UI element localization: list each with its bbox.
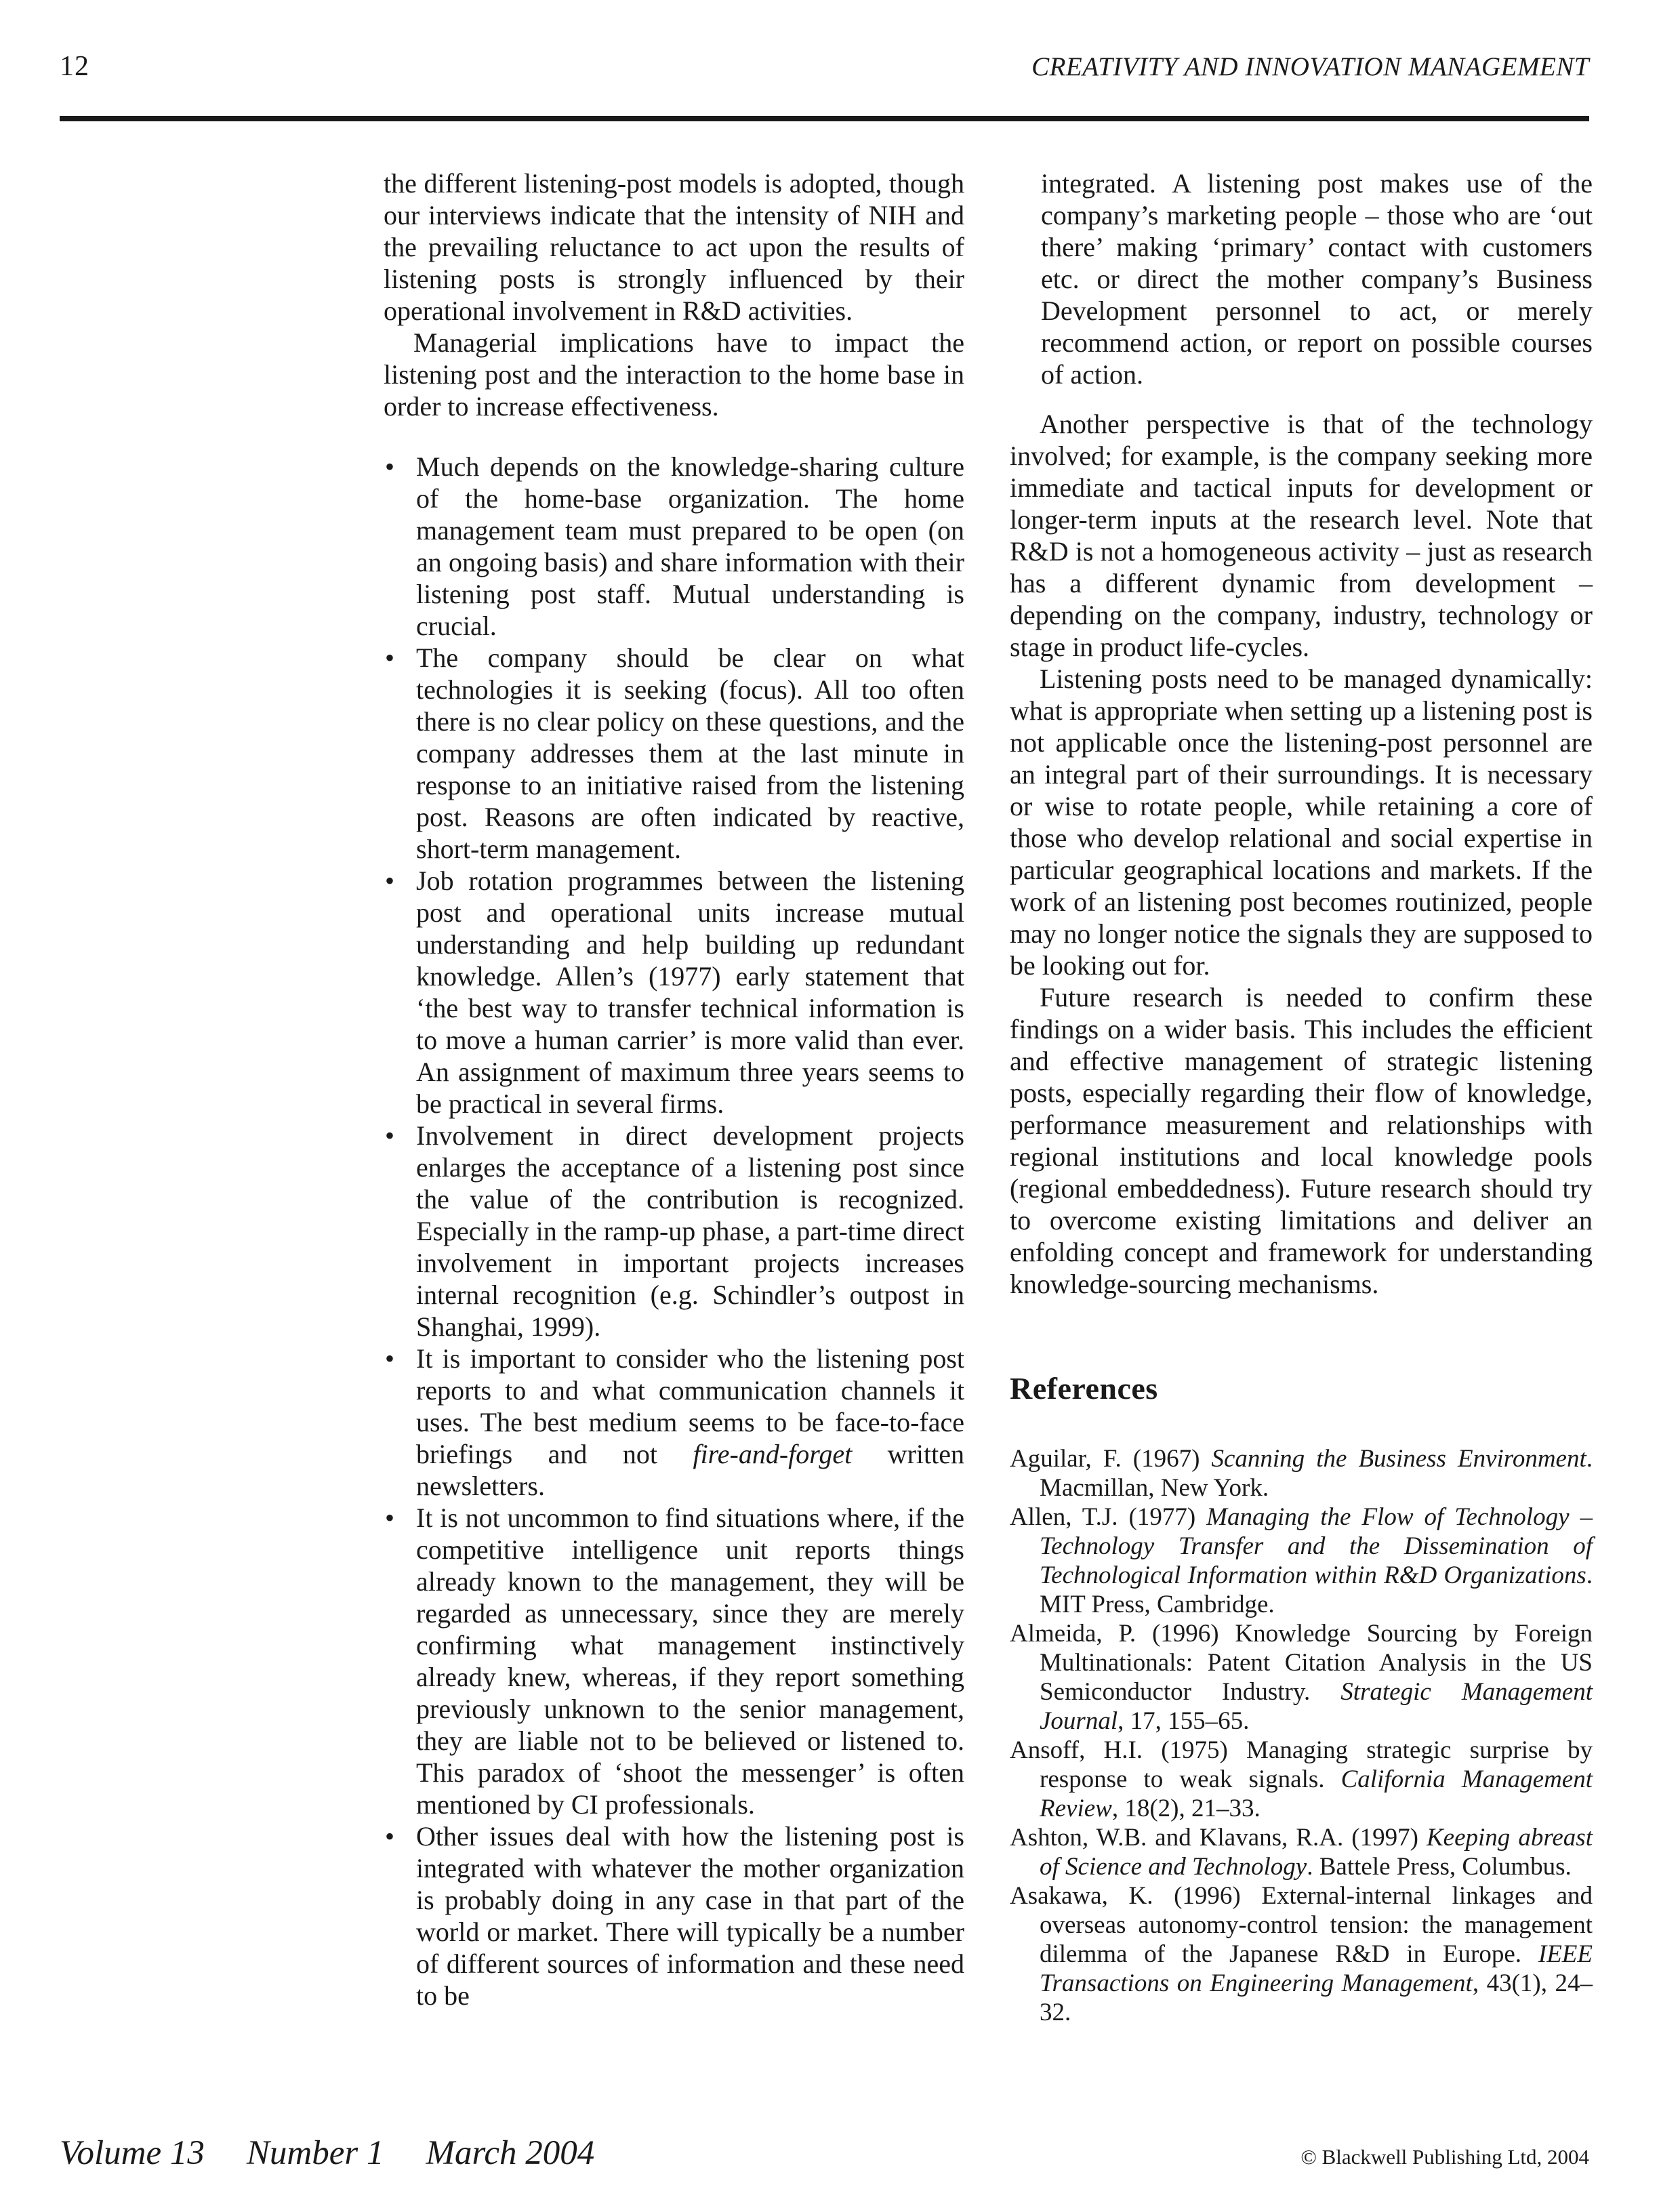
- paragraph: the different listening-post models is adopted, though our interviews indicate that the intensity of NIH and the prevailing reluctance to act upon the results of listening posts is strongly influenced by their operational involvement in R&D activities.: [384, 168, 964, 326]
- paragraph: Another perspective is that of the technology involved; for example, is the company seeking more immediate and tactical inputs for development or longer-term inputs at the research level. Note that R&D is not a homogeneous activity – just as research has a different dynamic from development – depending on the company, industry, technology or stage in product life-cycles.: [1010, 409, 1593, 662]
- right-column: [1010, 167, 1593, 2027]
- reference-item: Asakawa, K. (1996) External-internal linkages and overseas autonomy-control tension: the management dilemma of the Japanese R&D in Europe. IEEE Transactions on Engineering Management, 43(1), 24–32.: [1010, 1882, 1593, 2026]
- references-list: [1010, 1444, 1593, 2027]
- issue-info: [60, 2133, 594, 2173]
- paragraph-bullet-continuation: integrated. A listening post makes use of the company’s marketing people – those who are ‘out there’ making ‘primary’ contact with customers etc. or direct the mother company’s Business Development personnel to act, or merely recommend action, or report on possible courses of action.: [1041, 168, 1593, 390]
- number-label: Number 1: [246, 2134, 384, 2172]
- bullet-item: • It is not uncommon to find situations where, if the competitive intelligence unit reports things already known to the management, they will be regarded as unnecessary, since they are merely confirming what management instinctively already knew, whereas, if they report something previously unknown to the senior management, they are liable not to be believed or listened to. This paradox of ‘shoot the messenger’ is often mentioned by CI professionals.: [384, 1502, 964, 1820]
- bullet-item: • The company should be clear on what technologies it is seeking (focus). All too often there is no clear policy on these questions, and the company addresses them at the last minute in response to an initiative raised from the listening post. Reasons are often indicated by reactive, short-term management.: [384, 642, 964, 865]
- reference-item: Almeida, P. (1996) Knowledge Sourcing by Foreign Multinationals: Patent Citation Analysis in the US Semiconductor Industry. Strategic Management Journal, 17, 155–65.: [1010, 1620, 1593, 1735]
- volume-label: Volume 13: [60, 2134, 205, 2172]
- bullet-item: • Involvement in direct development projects enlarges the acceptance of a listening post since the value of the contribution is recognized. Especially in the ramp-up phase, a part-time direct involvement in important projects increases internal recognition (e.g. Schindler’s outpost in Shanghai, 1999).: [384, 1120, 964, 1343]
- copyright: © Blackwell Publishing Ltd, 2004: [1300, 2145, 1589, 2169]
- paragraph: Future research is needed to confirm these findings on a wider basis. This includes the efficient and effective management of strategic listening posts, especially regarding their flow of knowledge, performance measurement and relationships with regional institutions and local knowledge pools (regional embeddedness). Future research should try to overcome existing limitations and deliver an enfolding concept and framework for understanding knowledge-sourcing mechanisms.: [1010, 982, 1593, 1299]
- date-label: March 2004: [426, 2134, 595, 2172]
- bullet-item: • Much depends on the knowledge-sharing culture of the home-base organization. The home management team must prepared to be open (on an ongoing basis) and share information with their listening post staff. Mutual understanding is crucial.: [384, 451, 964, 642]
- bullet-item: • It is important to consider who the listening post reports to and what communication channels it uses. The best medium seems to be face-to-face briefings and not fire-and-forget written newsletters.: [384, 1343, 964, 1502]
- journal-title: CREATIVITY AND INNOVATION MANAGEMENT: [1031, 52, 1589, 81]
- reference-item: Ansoff, H.I. (1975) Managing strategic surprise by response to weak signals. California Management Review, 18(2), 21–33.: [1010, 1736, 1593, 1822]
- bullet-item: • Other issues deal with how the listening post is integrated with whatever the mother organization is probably doing in any case in that part of the world or market. There will typically be a number of different sources of information and these need to be: [384, 1820, 964, 2011]
- bullet-list: [384, 451, 964, 2011]
- references-heading: References: [1010, 1371, 1158, 1406]
- reference-item: Ashton, W.B. and Klavans, R.A. (1997) Keeping abreast of Science and Technology. Battele Press, Columbus.: [1010, 1824, 1593, 1881]
- header-rule: [60, 116, 1589, 121]
- reference-item: Aguilar, F. (1967) Scanning the Business Environment. Macmillan, New York.: [1010, 1445, 1593, 1502]
- paragraph: Listening posts need to be managed dynamically: what is appropriate when setting up a listening post is not applicable once the listening-post personnel are an integral part of their surroundings. It is necessary or wise to rotate people, while retaining a core of those who develop relational and social expertise in particular geographical locations and markets. If the work of an listening post becomes routinized, people may no longer notice the signals they are supposed to be looking out for.: [1010, 663, 1593, 981]
- paragraph: Managerial implications have to impact the listening post and the interaction to the home base in order to increase effectiveness.: [384, 327, 964, 422]
- page-number: 12: [60, 51, 89, 82]
- reference-item: Allen, T.J. (1977) Managing the Flow of Technology – Technology Transfer and the Dissemination of Technological Information within R&D Organizations. MIT Press, Cambridge.: [1010, 1503, 1593, 1618]
- page-header: [60, 50, 1589, 83]
- bullet-item: • Job rotation programmes between the listening post and operational units increase mutual understanding and help building up redundant knowledge. Allen’s (1977) early statement that ‘the best way to transfer technical information is to move a human carrier’ is more valid than ever. An assignment of maximum three years seems to be practical in several firms.: [384, 865, 964, 1120]
- article-body: [384, 167, 1593, 2027]
- page-footer: [60, 2133, 1589, 2173]
- left-column: [384, 167, 964, 2027]
